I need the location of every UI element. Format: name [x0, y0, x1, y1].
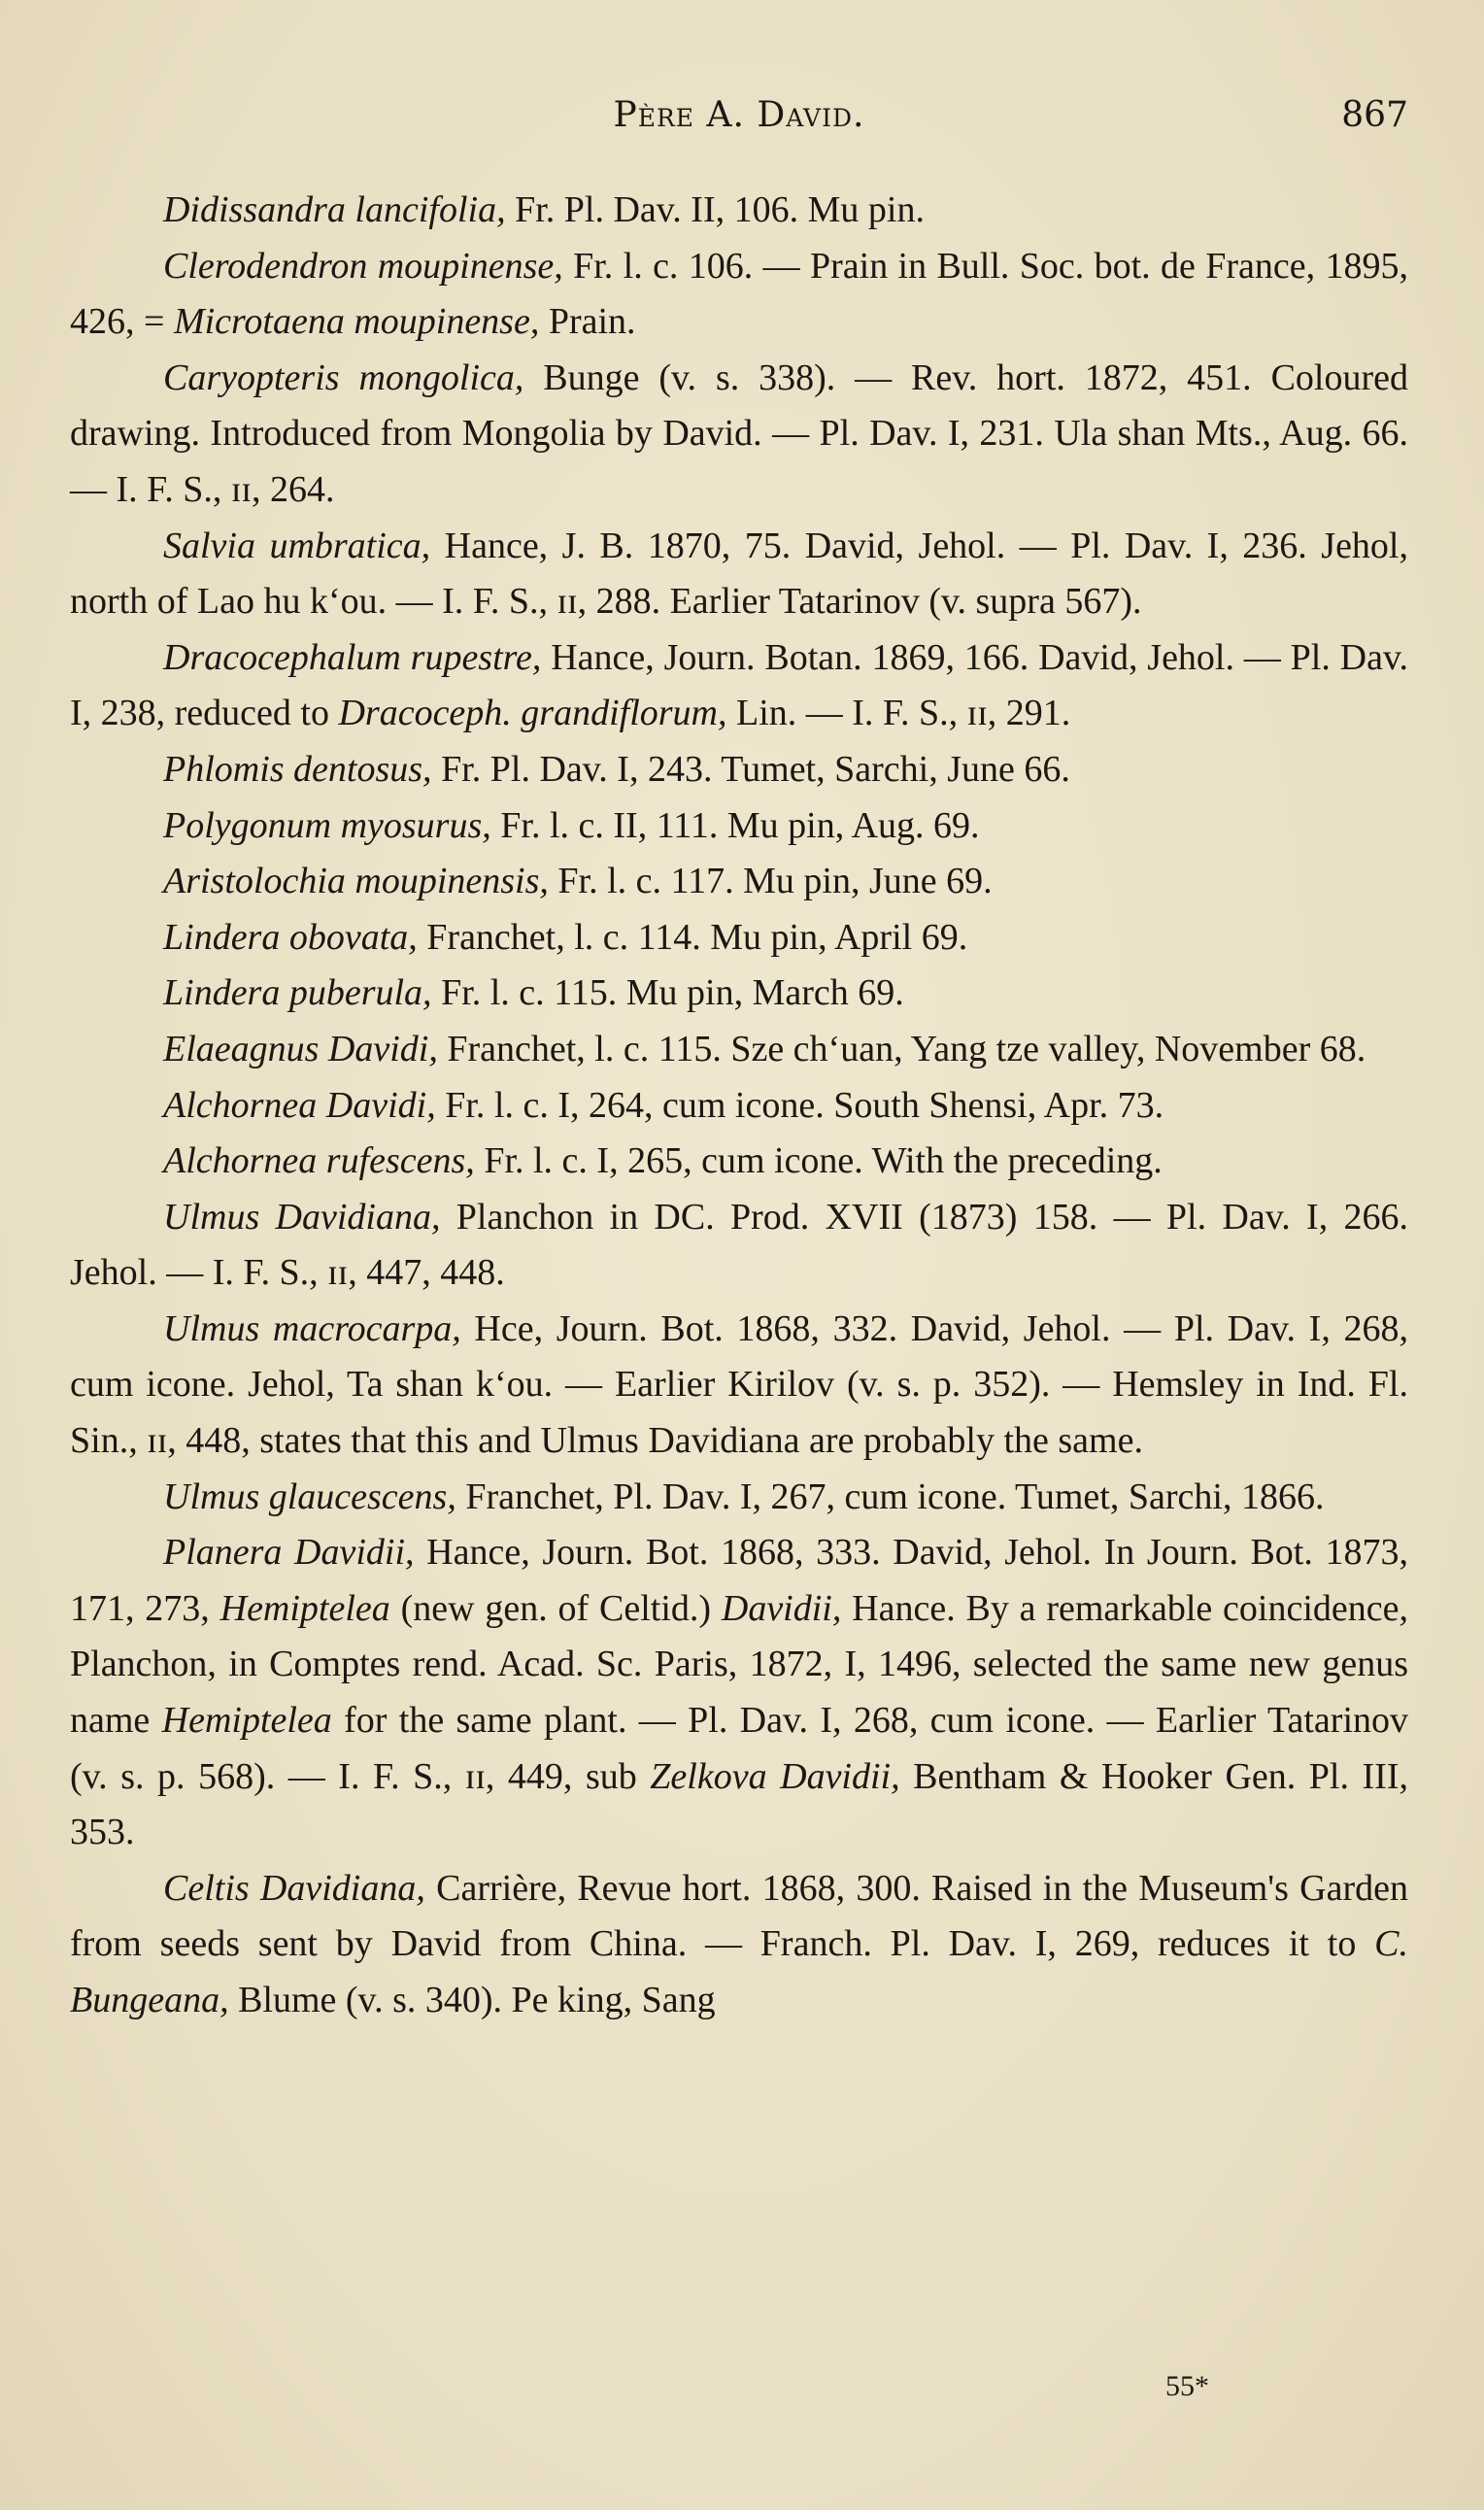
signature-mark: 55* — [1165, 2370, 1209, 2402]
entry-paragraph — [70, 239, 1408, 351]
entry-paragraph — [70, 854, 1408, 910]
species-name: Clerodendron moupinense, — [163, 245, 563, 287]
entry-paragraph — [70, 1078, 1408, 1135]
species-name: Salvia umbratica, — [163, 525, 431, 566]
entry-text: Hance, J. B. 1870, 75. David, Jehol. — Pl. Dav. I, 236. Jehol, north of Lao hu kʻou. — I. F. S., ɪɪ, 288. Earlier Tatarinov (v. supra 567). — [70, 525, 1408, 623]
species-name: Polygonum myosurus, — [163, 804, 491, 846]
entry-text: Fr. Pl. Dav. II, 106. Mu pin. — [505, 189, 925, 230]
species-name: Ulmus macrocarpa, — [163, 1307, 461, 1349]
species-name: Dracoceph. grandiflorum, — [338, 693, 727, 734]
entry-text: Fr. l. c. 115. Mu pin, March 69. — [431, 972, 904, 1014]
entry-text: Fr. Pl. Dav. I, 243. Tumet, Sarchi, June 66. — [431, 748, 1070, 790]
entry-paragraph — [70, 1022, 1408, 1078]
species-name: Lindera puberula, — [163, 972, 432, 1014]
species-name: Dracocephalum rupestre, — [163, 636, 542, 678]
species-name: Caryopteris mongolica, — [163, 356, 524, 398]
species-name: Ulmus glaucescens, — [163, 1475, 456, 1517]
entry-text: Prain. — [539, 301, 636, 343]
species-name: Lindera obovata, — [163, 916, 418, 958]
entry-text: for the same plant. — Pl. Dav. I, 268, cum icone. — Earlier Tatarinov (v. s. p. 568). — I. F. S., ɪɪ, 449, sub — [70, 1700, 1409, 1797]
entry-paragraph — [70, 1470, 1408, 1526]
entry-text: Fr. l. c. I, 265, cum icone. With the preceding. — [474, 1140, 1163, 1182]
entry-text: Hance, Journ. Bot. 1868, 333. David, Jehol. In Journ. Bot. 1873, 171, 273, — [70, 1532, 1409, 1629]
entry-text: (new gen. of Celtid.) — [389, 1587, 722, 1629]
entry-paragraph — [70, 1302, 1408, 1470]
species-name: Ulmus Davidiana, — [163, 1196, 441, 1238]
entry-text: Fr. l. c. I, 264, cum icone. South Shensi, Apr. 73. — [435, 1084, 1164, 1126]
page-header — [70, 95, 1408, 142]
species-name: Hemiptelea — [161, 1700, 332, 1742]
entry-text: Franchet, Pl. Dav. I, 267, cum icone. Tumet, Sarchi, 1866. — [455, 1475, 1325, 1517]
page-number: 867 — [1341, 95, 1408, 135]
entry-paragraph — [70, 519, 1408, 630]
entry-text: Fr. l. c. 117. Mu pin, June 69. — [548, 861, 993, 902]
entry-text: Blume (v. s. 340). Pe king, Sang — [228, 1980, 716, 2020]
entry-paragraph — [70, 910, 1408, 967]
species-name: Hemiptelea — [219, 1587, 390, 1629]
species-name: Alchornea rufescens, — [163, 1140, 475, 1182]
entry-text: Bunge (v. s. 338). — Rev. hort. 1872, 451. Coloured drawing. Introduced from Mongolia by David. — Pl. Dav. I, 231. Ula shan Mts., Aug. 66. — I. F. S., ɪɪ, 264. — [70, 356, 1408, 510]
species-name: Davidii, — [721, 1587, 842, 1629]
entry-text: Franchet, l. c. 115. Sze chʻuan, Yang tze valley, November 68. — [437, 1028, 1366, 1069]
species-name: Alchornea Davidi, — [163, 1084, 436, 1126]
entry-text: Fr. l. c. II, 111. Mu pin, Aug. 69. — [490, 804, 980, 846]
species-name: Celtis Davidiana, — [163, 1867, 425, 1909]
entry-text: Hance, Journ. Botan. 1869, 166. David, Jehol. — Pl. Dav. I, 238, reduced to — [70, 636, 1408, 734]
species-name: Aristolochia moupinensis, — [163, 861, 549, 902]
species-name: Zelkova Davidii, — [650, 1755, 900, 1797]
entry-paragraph — [70, 630, 1408, 742]
entry-text: Fr. l. c. 106. — Prain in Bull. Soc. bot. de France, 1895, 426, = — [70, 245, 1408, 343]
species-name: Phlomis dentosus, — [163, 748, 432, 790]
entry-paragraph — [70, 1134, 1408, 1190]
entry-text: Hce, Journ. Bot. 1868, 332. David, Jehol. — Pl. Dav. I, 268, cum icone. Jehol, Ta shan kʻou. — Earlier Kirilov (v. s. p. 352). — Hemsley in Ind. Fl. Sin., ɪɪ, 448, states that this and Ulmus Davidiana are probably the same. — [70, 1307, 1408, 1462]
entry-text: Bentham & Hooker Gen. Pl. III, 353. — [70, 1755, 1408, 1853]
entry-paragraph — [70, 351, 1408, 519]
entry-text: Hance. By a remarkable coincidence, Planchon, in Comptes rend. Acad. Sc. Paris, 1872, I, 1496, selected the same new genus name — [70, 1587, 1409, 1742]
entry-paragraph — [70, 183, 1408, 239]
species-name: Didissandra lancifolia, — [163, 189, 506, 230]
entry-paragraph — [70, 798, 1408, 855]
entry-paragraph — [70, 1525, 1408, 1861]
species-name: Microtaena moupinense, — [173, 301, 540, 343]
entry-paragraph — [70, 1190, 1408, 1302]
running-title: Père A. David. — [613, 95, 865, 135]
entry-text: Franchet, l. c. 114. Mu pin, April 69. — [417, 916, 968, 958]
entry-paragraph — [70, 966, 1408, 1022]
entry-paragraph — [70, 1861, 1408, 2029]
entry-paragraph — [70, 742, 1408, 798]
entry-text: Carrière, Revue hort. 1868, 300. Raised in the Museum's Garden from seeds sent by David from China. — Franch. Pl. Dav. I, 269, reduces it to — [70, 1867, 1408, 1965]
entry-text: Lin. — I. F. S., ɪɪ, 291. — [726, 693, 1071, 734]
species-name: Planera Davidii, — [163, 1532, 415, 1574]
entry-text: Planchon in DC. Prod. XVII (1873) 158. — Pl. Dav. I, 266. Jehol. — I. F. S., ɪɪ, 447, 448. — [70, 1196, 1409, 1294]
species-name: Elaeagnus Davidi, — [163, 1028, 438, 1069]
body-text — [70, 183, 1408, 2029]
species-name: C. Bungeana, — [70, 1923, 1408, 2020]
